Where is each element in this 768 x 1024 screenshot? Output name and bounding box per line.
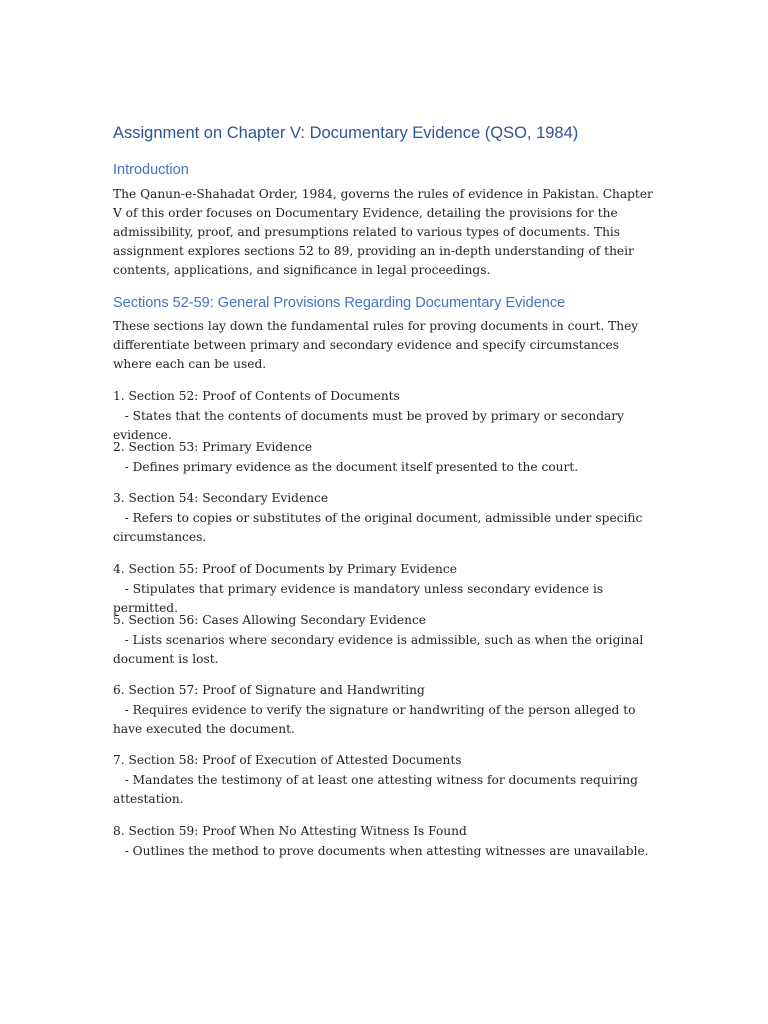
document-page bbox=[113, 0, 658, 1024]
list-item bbox=[113, 611, 658, 670]
list-item-description: - Stipulates that primary evidence is mandatory unless secondary evidence is permitted. bbox=[113, 581, 608, 615]
list-item-description: - States that the contents of documents must be proved by primary or secondary evidence. bbox=[113, 408, 628, 442]
list-item-title: 8. Section 59: Proof When No Attesting Witness Is Found bbox=[113, 824, 467, 838]
list-item-description: - Defines primary evidence as the document itself presented to the court. bbox=[113, 459, 579, 474]
document-title: Assignment on Chapter V: Documentary Evidence (QSO, 1984) bbox=[113, 124, 579, 142]
list-item bbox=[113, 822, 658, 861]
list-item bbox=[113, 387, 658, 446]
list-item-description: - Requires evidence to verify the signature or handwriting of the person alleged to have executed the document. bbox=[113, 702, 640, 736]
list-item-description: - Refers to copies or substitutes of the original document, admissible under specific circumstances. bbox=[113, 510, 647, 544]
list-item-title: 5. Section 56: Cases Allowing Secondary Evidence bbox=[113, 613, 427, 627]
list-item-description: - Mandates the testimony of at least one attesting witness for documents requiring attestation. bbox=[113, 772, 642, 806]
list-item-description: - Outlines the method to prove documents when attesting witnesses are unavailable. bbox=[113, 843, 649, 858]
list-item-title: 2. Section 53: Primary Evidence bbox=[113, 440, 313, 454]
introduction-paragraph: The Qanun-e-Shahadat Order, 1984, governs the rules of evidence in Pakistan. Chapter V of this order focuses on Documentary Evidence, detailing the provisions for the admissibility, proof, and presumptions related to various types of documents. This assignment explores sections 52 to 89, providing an in-depth understanding of their contents, applications, and significance in legal proceedings. bbox=[113, 187, 653, 277]
list-item-title: 4. Section 55: Proof of Documents by Primary Evidence bbox=[113, 562, 457, 576]
list-item-description: - Lists scenarios where secondary evidence is admissible, such as when the original document is lost. bbox=[113, 632, 648, 666]
list-item-title: 1. Section 52: Proof of Contents of Documents bbox=[113, 389, 400, 403]
sections-52-59-heading: Sections 52-59: General Provisions Regarding Documentary Evidence bbox=[113, 295, 566, 311]
list-item-title: 3. Section 54: Secondary Evidence bbox=[113, 491, 329, 505]
list-item bbox=[113, 489, 658, 548]
list-item bbox=[113, 751, 658, 810]
list-item bbox=[113, 681, 658, 740]
sections-52-59-paragraph: These sections lay down the fundamental rules for proving documents in court. They differentiate between primary and secondary evidence and specify circumstances where each can be used. bbox=[113, 319, 639, 371]
list-item bbox=[113, 560, 658, 619]
list-item-title: 6. Section 57: Proof of Signature and Handwriting bbox=[113, 683, 425, 697]
list-item-title: 7. Section 58: Proof of Execution of Attested Documents bbox=[113, 753, 462, 767]
introduction-heading: Introduction bbox=[113, 162, 189, 178]
list-item bbox=[113, 438, 658, 477]
